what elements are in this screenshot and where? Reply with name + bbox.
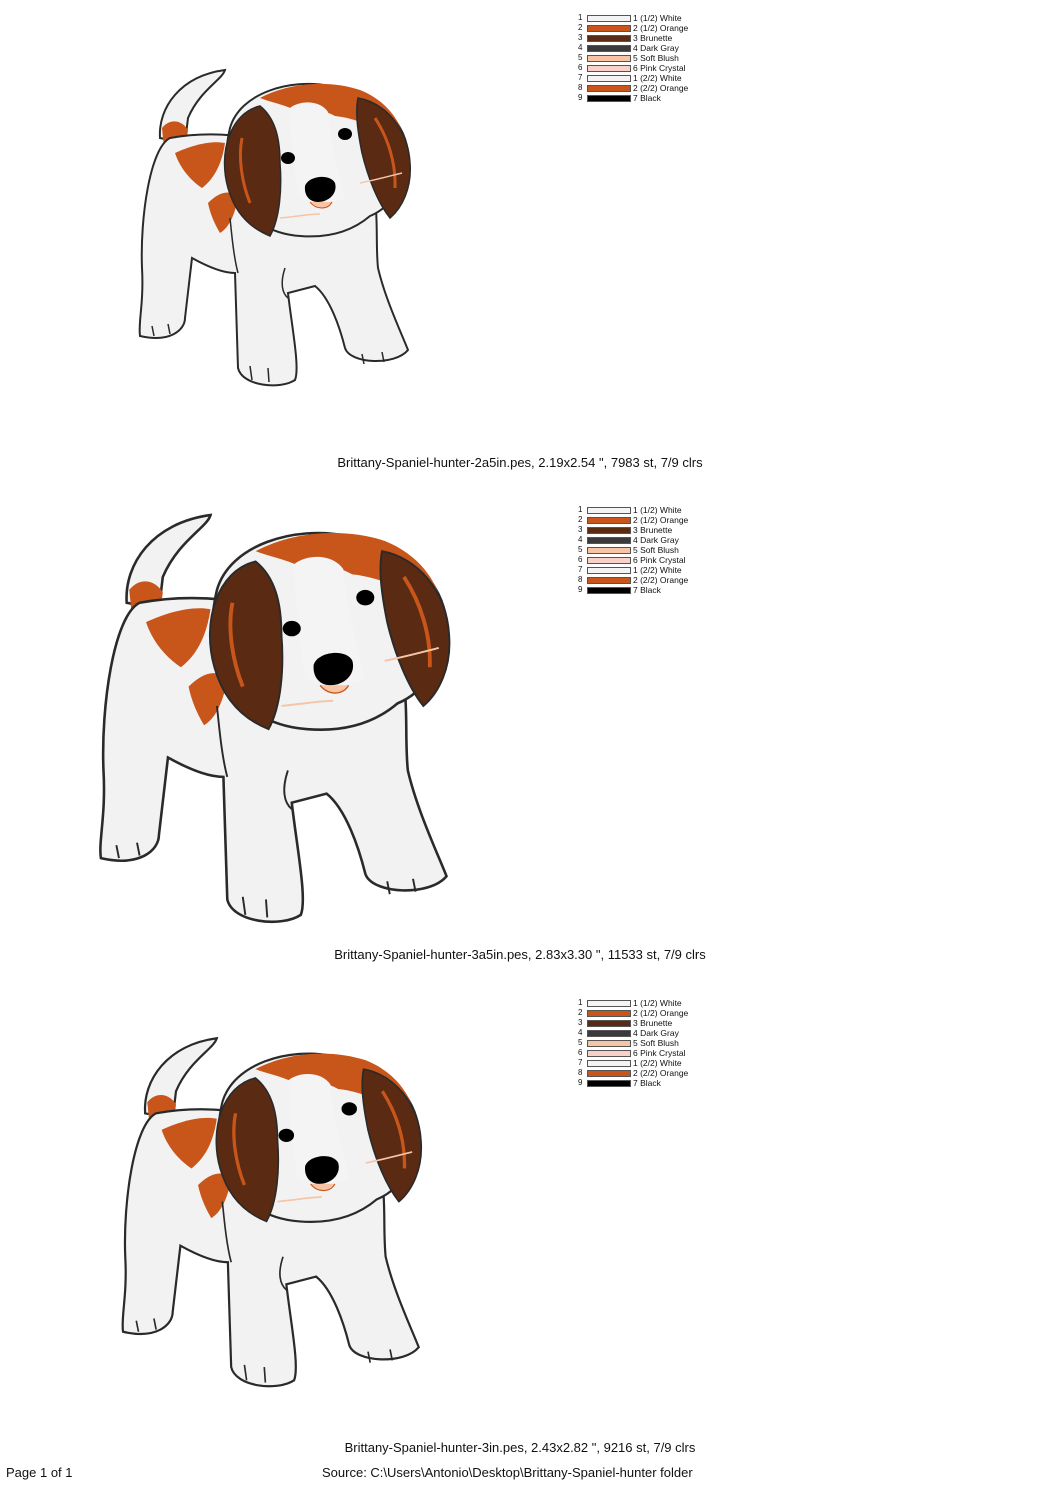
legend-label: 6 Pink Crystal	[633, 63, 686, 73]
legend-label: 4 Dark Gray	[633, 43, 679, 53]
legend-number: 2	[578, 1008, 583, 1017]
color-swatch	[587, 577, 631, 584]
legend-number: 4	[578, 43, 583, 52]
legend-number: 9	[578, 1078, 583, 1087]
legend-row	[578, 555, 688, 565]
legend-number: 3	[578, 1018, 583, 1027]
color-swatch	[587, 35, 631, 42]
legend-label: 3 Brunette	[633, 33, 673, 43]
legend-row	[578, 1078, 688, 1088]
legend-row	[578, 575, 688, 585]
legend-number: 8	[578, 575, 583, 584]
legend-row	[578, 585, 688, 595]
color-swatch	[587, 547, 631, 554]
color-swatch	[587, 1060, 631, 1067]
legend-number: 6	[578, 1048, 583, 1057]
source-path: Source: C:\Users\Antonio\Desktop\Brittany-Spaniel-hunter folder	[322, 1465, 693, 1480]
design-caption: Brittany-Spaniel-hunter-2a5in.pes, 2.19x2.54 ", 7983 st, 7/9 clrs	[337, 455, 703, 470]
legend-label: 4 Dark Gray	[633, 535, 679, 545]
legend-number: 3	[578, 525, 583, 534]
legend-label: 2 (2/2) Orange	[633, 575, 689, 585]
legend-number: 1	[578, 505, 583, 514]
legend-number: 5	[578, 545, 583, 554]
legend-label: 1 (1/2) White	[633, 998, 682, 1008]
legend-row	[578, 1028, 688, 1038]
color-swatch	[587, 1000, 631, 1007]
legend-label: 1 (2/2) White	[633, 565, 682, 575]
legend-row	[578, 515, 688, 525]
legend-row	[578, 73, 688, 83]
legend-row	[578, 525, 688, 535]
legend-row	[578, 545, 688, 555]
color-swatch	[587, 517, 631, 524]
legend-number: 7	[578, 73, 583, 82]
legend-label: 7 Black	[633, 1078, 661, 1088]
legend-row	[578, 998, 688, 1008]
legend-row	[578, 1008, 688, 1018]
legend-label: 1 (1/2) White	[633, 13, 682, 23]
thread-color-legend	[578, 998, 688, 1088]
legend-number: 2	[578, 23, 583, 32]
legend-label: 7 Black	[633, 93, 661, 103]
legend-number: 9	[578, 93, 583, 102]
legend-label: 3 Brunette	[633, 1018, 673, 1028]
design-caption: Brittany-Spaniel-hunter-3in.pes, 2.43x2.82 ", 9216 st, 7/9 clrs	[344, 1440, 696, 1455]
color-swatch	[587, 95, 631, 102]
legend-row	[578, 505, 688, 515]
legend-label: 4 Dark Gray	[633, 1028, 679, 1038]
color-swatch	[587, 587, 631, 594]
legend-label: 1 (2/2) White	[633, 73, 682, 83]
color-swatch	[587, 45, 631, 52]
legend-number: 9	[578, 585, 583, 594]
legend-number: 2	[578, 515, 583, 524]
color-swatch	[587, 1050, 631, 1057]
legend-number: 1	[578, 13, 583, 22]
legend-number: 4	[578, 1028, 583, 1037]
legend-number: 8	[578, 83, 583, 92]
color-swatch	[587, 507, 631, 514]
color-swatch	[587, 527, 631, 534]
legend-number: 7	[578, 1058, 583, 1067]
legend-number: 3	[578, 33, 583, 42]
legend-row	[578, 535, 688, 545]
legend-number: 4	[578, 535, 583, 544]
legend-number: 6	[578, 555, 583, 564]
legend-row	[578, 63, 688, 73]
color-swatch	[587, 75, 631, 82]
legend-row	[578, 565, 688, 575]
color-swatch	[587, 15, 631, 22]
color-swatch	[587, 1020, 631, 1027]
legend-number: 1	[578, 998, 583, 1007]
legend-label: 5 Soft Blush	[633, 545, 679, 555]
legend-row	[578, 1068, 688, 1078]
legend-row	[578, 13, 688, 23]
legend-row	[578, 23, 688, 33]
legend-label: 2 (1/2) Orange	[633, 515, 689, 525]
legend-label: 2 (1/2) Orange	[633, 23, 689, 33]
color-swatch	[587, 1080, 631, 1087]
legend-label: 1 (2/2) White	[633, 1058, 682, 1068]
legend-number: 6	[578, 63, 583, 72]
legend-row	[578, 1058, 688, 1068]
color-swatch	[587, 65, 631, 72]
legend-label: 2 (2/2) Orange	[633, 83, 689, 93]
color-swatch	[587, 537, 631, 544]
legend-label: 7 Black	[633, 585, 661, 595]
color-swatch	[587, 1010, 631, 1017]
legend-label: 6 Pink Crystal	[633, 555, 686, 565]
color-swatch	[587, 1070, 631, 1077]
legend-row	[578, 33, 688, 43]
color-swatch	[587, 85, 631, 92]
legend-row	[578, 93, 688, 103]
design-caption: Brittany-Spaniel-hunter-3a5in.pes, 2.83x3.30 ", 11533 st, 7/9 clrs	[334, 947, 706, 962]
puppy-embroidery-image	[130, 68, 420, 396]
color-swatch	[587, 25, 631, 32]
color-swatch	[587, 55, 631, 62]
legend-row	[578, 1038, 688, 1048]
legend-label: 2 (2/2) Orange	[633, 1068, 689, 1078]
legend-row	[578, 83, 688, 93]
thread-color-legend	[578, 13, 688, 103]
thread-color-legend	[578, 505, 688, 595]
legend-number: 8	[578, 1068, 583, 1077]
page-number: Page 1 of 1	[6, 1465, 73, 1480]
legend-label: 1 (1/2) White	[633, 505, 682, 515]
color-swatch	[587, 1030, 631, 1037]
legend-row	[578, 43, 688, 53]
legend-label: 5 Soft Blush	[633, 1038, 679, 1048]
legend-number: 7	[578, 565, 583, 574]
legend-label: 2 (1/2) Orange	[633, 1008, 689, 1018]
legend-label: 3 Brunette	[633, 525, 673, 535]
legend-number: 5	[578, 1038, 583, 1047]
legend-row	[578, 53, 688, 63]
color-swatch	[587, 567, 631, 574]
color-swatch	[587, 557, 631, 564]
legend-row	[578, 1018, 688, 1028]
color-swatch	[587, 1040, 631, 1047]
legend-number: 5	[578, 53, 583, 62]
puppy-embroidery-image	[88, 512, 462, 936]
legend-label: 6 Pink Crystal	[633, 1048, 686, 1058]
puppy-embroidery-image	[112, 1036, 432, 1398]
legend-row	[578, 1048, 688, 1058]
legend-label: 5 Soft Blush	[633, 53, 679, 63]
